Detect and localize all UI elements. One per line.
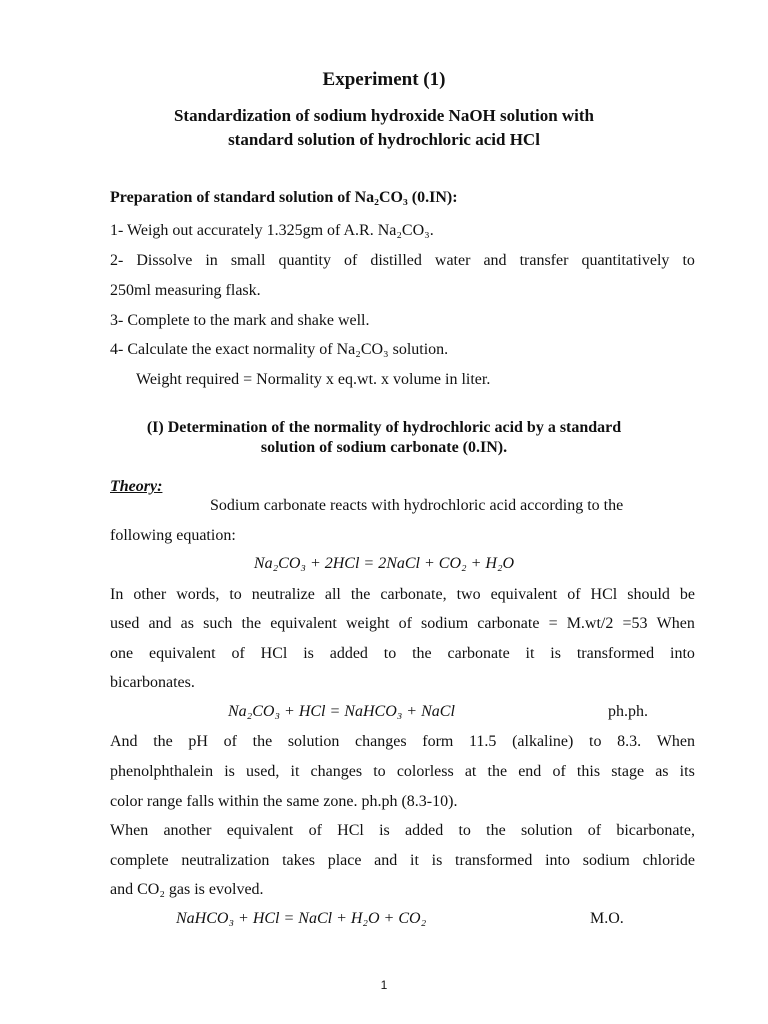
equation-2-indicator: ph.ph.	[608, 703, 648, 720]
equation-3: NaHCO₃ + HCl = NaCl + H₂O + CO₂	[176, 910, 427, 927]
paragraph-4-line-3: and CO₂ gas is evolved.	[110, 881, 264, 898]
theory-label: Theory:	[110, 478, 163, 495]
equation-1: Na₂CO₃ + 2HCl = 2NaCl + CO₂ + H₂O	[253, 555, 515, 572]
paragraph-3-line-3: color range falls within the same zone. ph.ph (8.3-10).	[110, 793, 458, 810]
paragraph-2-line-1: In other words, to neutralize all the carbonate, two equivalent of HCl should be	[110, 586, 695, 603]
equation-2: Na₂CO₃ + HCl = NaHCO₃ + NaCl	[228, 703, 455, 720]
prep-step-4: 4- Calculate the exact normality of Na₂CO₃ solution.	[110, 341, 449, 358]
page-title: Experiment (1)	[322, 69, 446, 90]
equation-3-indicator: M.O.	[590, 910, 624, 927]
prep-step-2-cont: 250ml measuring flask.	[110, 282, 261, 299]
theory-intro-line-2: following equation:	[110, 527, 236, 544]
paragraph-2-line-4: bicarbonates.	[110, 674, 195, 691]
subtitle-line-1: Standardization of sodium hydroxide NaOH solution with	[173, 106, 595, 125]
paragraph-4-line-2: complete neutralization takes place and it is transformed into sodium chloride	[110, 852, 695, 869]
weight-formula: Weight required = Normality x eq.wt. x volume in liter.	[136, 371, 491, 388]
paragraph-2-line-2: used and as such the equivalent weight of sodium carbonate = M.wt/2 =53 When	[110, 615, 695, 632]
prep-step-3: 3- Complete to the mark and shake well.	[110, 312, 370, 329]
paragraph-2-line-3: one equivalent of HCl is added to the carbonate it is transformed into	[110, 645, 695, 662]
subtitle-line-2: standard solution of hydrochloric acid HCl	[228, 130, 540, 149]
page-number: 1	[380, 978, 388, 992]
paragraph-4-line-1: When another equivalent of HCl is added to the solution of bicarbonate,	[110, 822, 695, 839]
prep-step-2: 2- Dissolve in small quantity of distilled water and transfer quantitatively to	[110, 252, 695, 269]
paragraph-3-line-1: And the pH of the solution changes form 11.5 (alkaline) to 8.3. When	[110, 733, 695, 750]
section-1-heading-line-1: (I) Determination of the normality of hydrochloric acid by a standard	[146, 419, 622, 436]
paragraph-3-line-2: phenolphthalein is used, it changes to colorless at the end of this stage as its	[110, 763, 695, 780]
prep-step-1: 1- Weigh out accurately 1.325gm of A.R. Na₂CO₃.	[110, 222, 434, 239]
theory-intro-line-1: Sodium carbonate reacts with hydrochloric acid according to the	[210, 497, 624, 514]
prep-heading: Preparation of standard solution of Na₂CO₃ (0.IN):	[110, 189, 458, 206]
section-1-heading-line-2: solution of sodium carbonate (0.IN).	[260, 439, 508, 456]
